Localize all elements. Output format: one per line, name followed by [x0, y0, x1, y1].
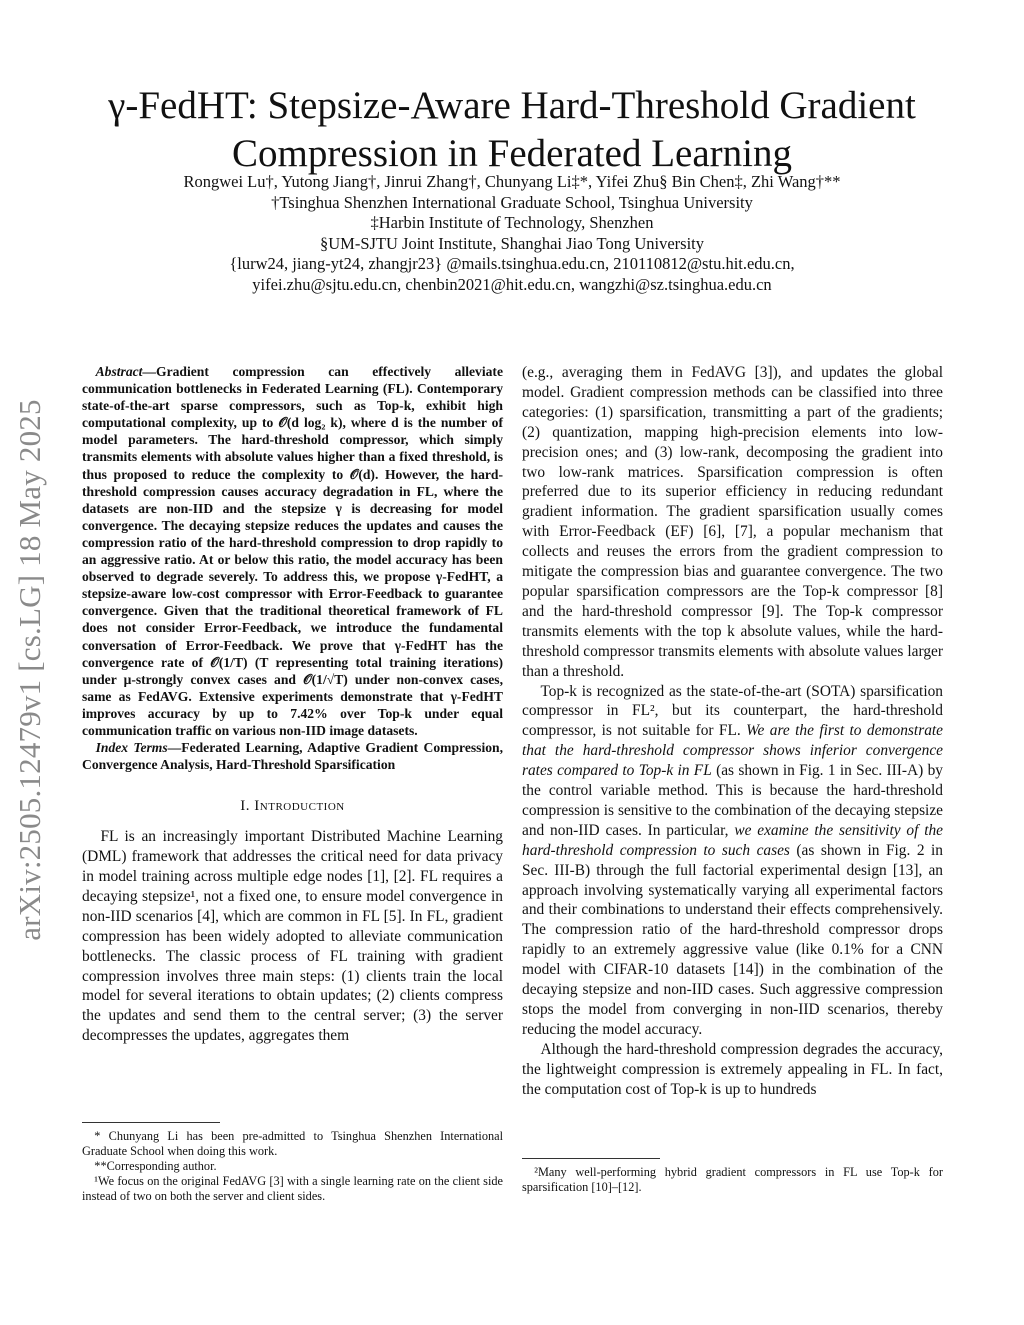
section-heading-introduction	[82, 797, 503, 817]
index-terms-text: —Federated Learning, Adaptive Gradient Compression, Convergence Analysis, Hard-Threshold Sparsification	[82, 740, 503, 773]
affiliation-tsinghua: †Tsinghua Shenzhen International Graduate School, Tsinghua University	[271, 192, 753, 212]
p2-emphasis-b: We are the first to demonstrate that the hard-threshold compressor shows inferior convergence rates compared to Top-k in FL	[522, 722, 943, 780]
author-block	[60, 172, 964, 295]
footnote-rule	[82, 1122, 220, 1123]
paper-title	[60, 82, 964, 178]
footnote-corresponding-author: **Corresponding author.	[94, 1159, 217, 1173]
p2-text-a: Top-k is recognized as the state-of-the-art (SOTA) sparsification compressor in FL², but its counterpart, the hard-threshold compressor, is not suitable for FL.	[522, 682, 943, 740]
right-column	[522, 363, 943, 1100]
arxiv-identifier-text: arXiv:2505.12479v1 [cs.LG] 18 May 2025	[12, 399, 47, 941]
section-title: Introduction	[254, 798, 345, 815]
arxiv-identifier	[4, 365, 56, 975]
footnote-2: ²Many well-performing hybrid gradient compressors in FL use Top-k for sparsification [10]–[12].	[522, 1165, 943, 1194]
abstract-label: Abstract	[95, 364, 143, 379]
affiliation-sjtu: §UM-SJTU Joint Institute, Shanghai Jiao Tong University	[320, 233, 704, 253]
footnote-1: ¹We focus on the original FedAVG [3] with a single learning rate on the client side instead of two on both the server and client sides.	[82, 1174, 503, 1203]
section-number: I.	[240, 798, 255, 815]
footnotes-right	[522, 1158, 943, 1195]
footnote-corresponding-li: * Chunyang Li has been pre-admitted to Tsinghua Shenzhen International Graduate School when doing this work.	[82, 1129, 503, 1158]
index-terms-label: Index Terms	[95, 740, 168, 756]
p2-text-c: (as shown in Fig. 1 in Sec. III-A) by the control variable method. This is because the hard-threshold compression is sensitive to the combination of the decaying stepsize and non-IID cases. In particular,	[522, 762, 943, 839]
p2-text-e: (as shown in Fig. 2 in Sec. III-B) through the full factorial experimental design [13], an approach involving systematically varying all experimental factors and their combinations to understand their effects comprehensively. The compression ratio of the hard-threshold compressor drops rapidly to an extremely aggressive value (like 0.1% for a CNN model with CIFAR-10 datasets [14]) in the combination of the decaying stepsize and non-IID cases. Such aggressive compression stops the model from converging in non-IID scenarios, thereby reducing the model accuracy.	[522, 841, 943, 1038]
intro-paragraph-continued: (e.g., averaging them in FedAVG [3]), and updates the global model. Gradient compression methods can be classified into three categories: (1) sparsification, transmitting a part of the gradients; (2) quantization, mapping high-precision elements into low-precision ones; and (3) low-rank, decomposing the gradient into two low-rank matrices. Sparsification compression is often preferred due to its superior efficiency in reducing redundant gradient information. The gradient sparsification usually comes with Error-Feedback (EF) [6], [7], a popular mechanism that collects and reuses the errors from the gradient compression to mitigate the compression bias and guarantee convergence. The two popular sparsification compressors are the Top-k compressor [8] and the hard-threshold compressor [9]. The Top-k compressor transmits elements with the top k absolute values, while the hard-threshold compressor transmits elements with absolute values larger than a threshold.	[522, 364, 943, 680]
author-emails-line-2: yifei.zhu@sjtu.edu.cn, chenbin2021@hit.edu.cn, wangzhi@sz.tsinghua.edu.cn	[252, 274, 772, 294]
p2-emphasis-d: we examine the sensitivity of the hard-threshold compression to such cases	[522, 821, 944, 859]
intro-paragraph-2	[522, 682, 943, 1040]
author-names: Rongwei Lu†, Yutong Jiang†, Jinrui Zhang†, Chunyang Li‡*, Yifei Zhu§ Bin Chen‡, Zhi Wang†**	[183, 172, 841, 191]
footnotes-left	[82, 1122, 503, 1204]
abstract	[82, 363, 503, 739]
footnote-rule-right	[522, 1158, 660, 1159]
affiliation-harbin: ‡Harbin Institute of Technology, Shenzhen	[370, 213, 654, 232]
left-column	[82, 363, 503, 1046]
title-line-2: Compression in Federated Learning	[232, 132, 792, 175]
index-terms	[82, 739, 503, 773]
intro-paragraph-3: Although the hard-threshold compression degrades the accuracy, the lightweight compression is extremely appealing in FL. In fact, the computation cost of Top-k is up to hundreds	[522, 1040, 943, 1098]
title-line-1: γ-FedHT: Stepsize-Aware Hard-Threshold Gradient	[108, 84, 916, 127]
abstract-text: —Gradient compression can effectively alleviate communication bottlenecks in Federated Learning (FL). Contemporary state-of-the-art sparse compressors, such as Top-k, exhibit high computational complexity, up to 𝒪(d log₂ k), where d is the number of model parameters. The hard-threshold compressor, which simply transmits elements with absolute values higher than a fixed threshold, is thus proposed to reduce the complexity to 𝒪(d). However, the hard-threshold compression causes accuracy degradation in FL, where the datasets are non-IID and the stepsize γ is decreasing for model convergence. The decaying stepsize reduces the updates and causes the compression ratio of the hard-threshold compression to drop rapidly to an aggressive ratio. At or below this ratio, the model accuracy has been observed to degrade severely. To address this, we propose γ-FedHT, a stepsize-aware low-cost compressor with Error-Feedback to guarantee convergence. Given that the traditional theoretical framework of FL does not consider Error-Feedback, we introduce the fundamental conversation of Error-Feedback. We prove that γ-FedHT has the convergence rate of 𝒪(1/T) (T representing total training iterations) under μ-strongly convex cases and 𝒪(1/√T) under non-convex cases, same as FedAVG. Extensive experiments demonstrate that γ-FedHT improves accuracy by up to 7.42% over Top-k under equal communication traffic on various non-IID image datasets.	[82, 364, 503, 738]
intro-paragraph-1: FL is an increasingly important Distributed Machine Learning (DML) framework that addresses the critical need for data privacy in model training across multiple edge nodes [1], [2]. FL requires a decaying stepsize¹, not a fixed one, to ensure model convergence in non-IID scenarios [4], which are common in FL [5]. In FL, gradient compression has been widely adopted to alleviate communication bottlenecks. The classic process of FL training with gradient compression involves three main steps: (1) clients train the local model for several iterations to obtain updates; (2) clients compress the updates and send them to the central server; (3) the server decompresses the updates, aggregates them	[82, 828, 503, 1045]
author-emails-line-1: {lurw24, jiang-yt24, zhangjr23} @mails.tsinghua.edu.cn, 210110812@stu.hit.edu.cn,	[229, 254, 795, 273]
